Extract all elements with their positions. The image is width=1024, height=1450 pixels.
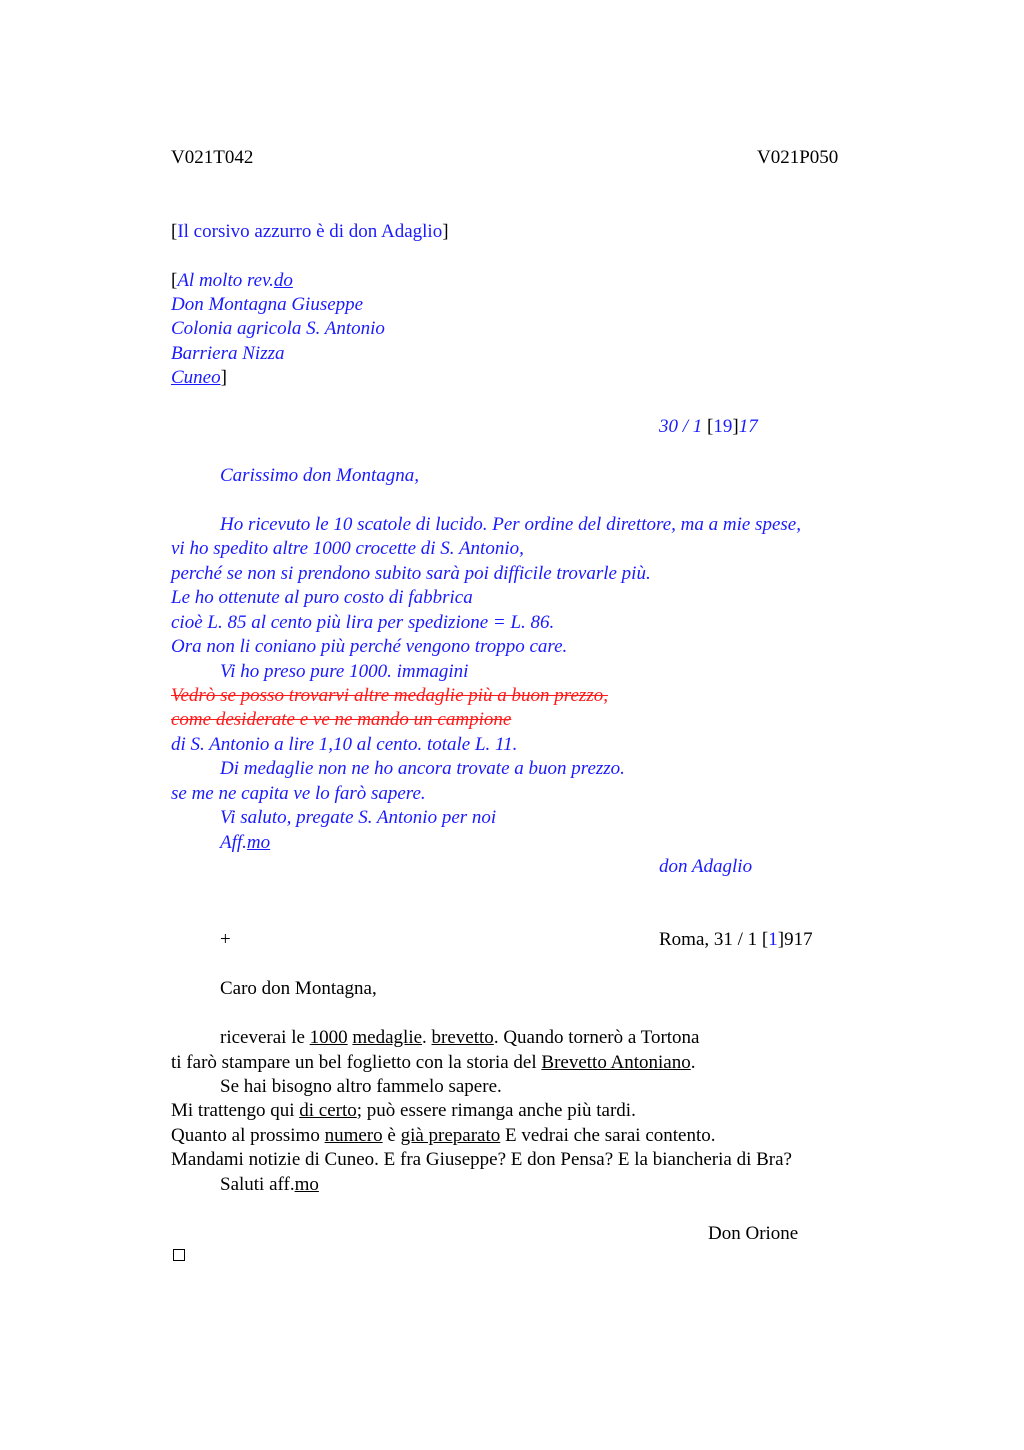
letter1-line: Ora non li coniano più perché vengono troppo care. <box>171 636 568 657</box>
letter1-line: Ho ricevuto le 10 scatole di lucido. Per ordine del direttore, ma a mie spese, <box>220 514 801 535</box>
letter2-closing: Saluti aff.mo <box>220 1174 319 1195</box>
document-code-right: V021P050 <box>757 147 839 168</box>
address-line-5: Cuneo] <box>171 367 227 388</box>
letter1-date: 30 / 1 [19]17 <box>659 416 758 437</box>
letter1-deleted-line: Vedrò se posso trovarvi altre medaglie più a buon prezzo, <box>171 685 608 706</box>
letter1-line: vi ho spedito altre 1000 crocette di S. Antonio, <box>171 538 524 559</box>
end-of-document-box-icon <box>173 1249 185 1261</box>
editor-note: [Il corsivo azzurro è di don Adaglio] <box>171 221 449 242</box>
address-line-1: [Al molto rev.do <box>171 270 293 291</box>
letter2-line: riceverai le 1000 medaglie. brevetto. Quando tornerò a Tortona <box>220 1027 700 1048</box>
address-line-3: Colonia agricola S. Antonio <box>171 318 385 339</box>
letter1-line: Vi saluto, pregate S. Antonio per noi <box>220 807 497 828</box>
document-code-left: V021T042 <box>171 147 254 168</box>
letter1-line: Le ho ottenute al puro costo di fabbrica <box>171 587 473 608</box>
letter1-deleted-line: come desiderate e ve ne mando un campione <box>171 709 512 730</box>
letter2-line: Quanto al prossimo numero è già preparato E vedrai che sarai contento. <box>171 1125 716 1146</box>
letter1-line: di S. Antonio a lire 1,10 al cento. totale L. 11. <box>171 734 518 755</box>
letter1-line: Di medaglie non ne ho ancora trovate a buon prezzo. <box>220 758 625 779</box>
address-line-4: Barriera Nizza <box>171 343 285 364</box>
letter1-line: se me ne capita ve lo farò sapere. <box>171 783 426 804</box>
letter1-closing: Aff.mo <box>220 832 271 853</box>
letter2-line: Mandami notizie di Cuneo. E fra Giuseppe? E don Pensa? E la biancheria di Bra? <box>171 1149 792 1170</box>
letter1-signature: don Adaglio <box>659 856 753 877</box>
letter2-line: ti farò stampare un bel foglietto con la storia del Brevetto Antoniano. <box>171 1052 696 1073</box>
letter1-line: cioè L. 85 al cento più lira per spedizione = L. 86. <box>171 612 555 633</box>
address-line-2: Don Montagna Giuseppe <box>171 294 364 315</box>
editor-note-text: Il corsivo azzurro è di don Adaglio <box>177 221 443 242</box>
letter1-line: perché se non si prendono subito sarà poi difficile trovarle più. <box>171 563 651 584</box>
cross-symbol: + <box>220 929 231 950</box>
letter2-signature: Don Orione <box>708 1223 799 1244</box>
letter2-salutation: Caro don Montagna, <box>220 978 377 999</box>
letter2-place-date: Roma, 31 / 1 [1]917 <box>659 929 813 950</box>
letter1-line: Vi ho preso pure 1000. immagini <box>220 661 469 682</box>
letter2-line: Mi trattengo qui di certo; può essere rimanga anche più tardi. <box>171 1100 636 1121</box>
letter1-salutation: Carissimo don Montagna, <box>220 465 419 486</box>
letter2-line: Se hai bisogno altro fammelo sapere. <box>220 1076 502 1097</box>
